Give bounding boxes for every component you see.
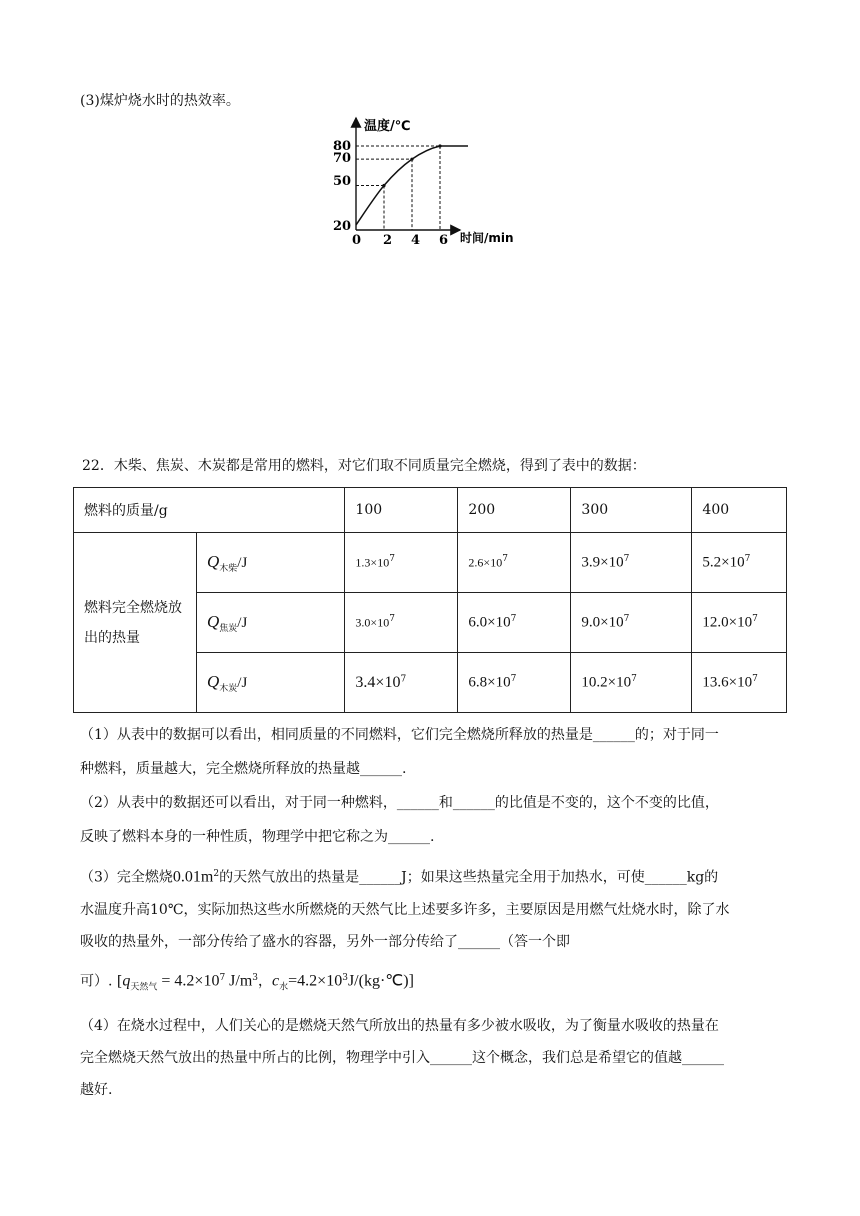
heat-value-cell: $3.4\times 10^7$ <box>345 653 458 713</box>
unit-label: /J <box>237 554 248 571</box>
exponent: 2 <box>213 869 220 879</box>
unit-label: /J <box>237 614 248 631</box>
data-point <box>410 158 413 161</box>
question-22-intro: 22．木柴、焦炭、木炭都是常用的燃料，对它们取不同质量完全燃烧，得到了表中的数据： <box>82 458 646 474</box>
exponent: 7 <box>752 673 758 684</box>
graph-y-label: 温度/℃ <box>364 119 411 134</box>
paragraph-line: （2）从表中的数据还可以看出，对于同一种燃料，______和______的比值是不变的，这个不变的比值， <box>80 795 719 811</box>
data-point <box>438 144 441 147</box>
heat-value-cell: $5.2\times 10^7$ <box>692 533 787 593</box>
c-symbol: c <box>272 972 280 990</box>
coefficient: 10.2 <box>581 674 608 691</box>
q-symbol: Q <box>207 551 220 571</box>
exponent: 7 <box>623 553 630 564</box>
paragraph-line: （4）在烧水过程中，人们关心的是燃烧天然气所放出的热量有多少被水吸收，为了衡量水吸收的热量在 <box>80 1018 719 1034</box>
paragraph-line <box>80 858 785 894</box>
y-tick-label: 50 <box>333 174 352 189</box>
data-point <box>382 184 385 187</box>
text-run: （3）完全燃烧 <box>80 869 173 886</box>
paragraph-line: （1）从表中的数据可以看出，相同质量的不同燃料，它们完全燃烧所释放的热量是______的；对于同一 <box>80 727 719 743</box>
paragraph-line: 吸收的热量外，一部分传给了盛水的容器，另外一部分传给了______（答一个即 <box>80 933 570 950</box>
heat-value-cell: $2.6\times 10^7$ <box>458 533 571 593</box>
specific-heat-value: =4.2×10 <box>288 972 343 990</box>
heat-value-cell: $3.9\times 10^7$ <box>571 533 692 593</box>
x-tick-label: 6 <box>439 233 449 247</box>
paragraph-line <box>80 962 785 1003</box>
unit-label: /J <box>237 674 248 691</box>
table-row-mass <box>74 488 787 533</box>
exponent: 7 <box>752 613 758 624</box>
mass-header-cell <box>74 488 345 533</box>
volume-value: 0.01m <box>172 868 214 886</box>
fuel-data-table <box>73 487 787 713</box>
heat-value-cell: $13.6\times 10^7$ <box>692 653 787 713</box>
x-tick-label: 0 <box>352 233 362 247</box>
graph-x-label: 时间/min <box>460 231 514 245</box>
sub-question-3 <box>80 858 785 1003</box>
coefficient: 1.3 <box>355 555 371 570</box>
exponent: 3 <box>252 972 259 983</box>
fuel-symbol-cell <box>197 533 345 593</box>
paragraph-line: 反映了燃料本身的一种性质，物理学中把它称之为______. <box>80 829 435 845</box>
exponent: 7 <box>623 613 630 624</box>
gas-subscript: 天然气 <box>130 982 158 993</box>
heat-value-cell: $3.0\times 10^7$ <box>345 593 458 653</box>
sub-question-2 <box>80 786 785 854</box>
coefficient: 3.9 <box>581 554 601 571</box>
coefficient: 9.0 <box>581 614 601 631</box>
water-subscript: 水 <box>279 982 289 993</box>
separator: ， <box>258 973 273 990</box>
coefficient: 6.0 <box>468 614 488 631</box>
heat-value-cell: $6.0\times 10^7$ <box>458 593 571 653</box>
exponent: 7 <box>502 554 508 565</box>
fuel-symbol-cell <box>197 593 345 653</box>
sub-question-4 <box>80 1010 785 1106</box>
coefficient: 12.0 <box>702 614 729 631</box>
exponent: 7 <box>389 554 395 565</box>
exponent: 7 <box>510 673 517 684</box>
exponent: 3 <box>342 972 348 983</box>
sub-question-1 <box>80 718 785 786</box>
question-3-text: (3)煤炉烧水时的热效率。 <box>80 93 240 109</box>
mass-cell: 300 <box>571 488 692 533</box>
fuel-symbol-cell <box>197 653 345 713</box>
exponent: 7 <box>631 673 637 684</box>
heat-value-cell: $9.0\times 10^7$ <box>571 593 692 653</box>
coefficient: 3.4 <box>355 673 376 691</box>
exponent: 7 <box>219 972 226 983</box>
y-tick-label: 80 <box>333 139 352 154</box>
heat-header-label: 燃料完全燃烧放出的热量 <box>84 599 182 646</box>
mass-header-label: 燃料的质量/g <box>84 503 168 519</box>
x-tick-label: 2 <box>383 233 393 247</box>
heat-value-cell: $6.8\times 10^7$ <box>458 653 571 713</box>
coefficient: 5.2 <box>702 554 722 571</box>
graph-axes <box>356 118 460 230</box>
text-run: 的天然气放出的热量是______J；如果这些热量完全用于加热水，可使______kg的 <box>219 869 719 886</box>
coefficient: 6.8 <box>468 674 488 691</box>
mass-cell: 100 <box>345 488 458 533</box>
mass-cell: 200 <box>458 488 571 533</box>
exponent: 7 <box>744 553 751 564</box>
q-symbol: Q <box>207 671 220 691</box>
paragraph-line: 水温度升高10℃，实际加热这些水所燃烧的天然气比上述要多许多，主要原因是用燃气灶烧水时，除了水 <box>80 901 730 918</box>
paragraph-line: 越好. <box>80 1082 113 1098</box>
paragraph-line: 完全燃烧天然气放出的热量中所占的比例，物理学中引入______这个概念，我们总是希望它的值越______ <box>80 1050 724 1066</box>
heat-value-cell: $10.2\times 10^7$ <box>571 653 692 713</box>
fuel-subscript: 焦炭 <box>219 623 238 634</box>
temperature-time-graph <box>330 112 530 247</box>
q-symbol: Q <box>207 611 220 631</box>
fuel-subscript: 木柴 <box>219 563 238 574</box>
paragraph-line: 种燃料，质量越大，完全燃烧所释放的热量越______. <box>80 761 407 777</box>
exponent: 7 <box>400 673 407 684</box>
heat-header-cell <box>74 533 197 713</box>
heat-value-cell: $12.0\times 10^7$ <box>692 593 787 653</box>
x-tick-label: 4 <box>411 233 421 247</box>
mass-cell: 400 <box>692 488 787 533</box>
fuel-subscript: 木炭 <box>219 683 238 694</box>
text-run: 可）. [ <box>80 973 123 990</box>
q-symbol: q <box>122 972 131 990</box>
exponent: 7 <box>510 613 517 624</box>
heat-value: = 4.2×10 <box>157 972 220 990</box>
graph-guide-lines <box>356 146 440 230</box>
coefficient: 2.6 <box>468 555 484 570</box>
exponent: 7 <box>389 614 395 625</box>
unit-label: J/(kg·℃)] <box>347 972 414 990</box>
unit-label: J/m <box>225 972 253 990</box>
y-tick-label: 20 <box>333 219 352 234</box>
heat-value-cell: $1.3\times 10^7$ <box>345 533 458 593</box>
table-row-wood <box>74 533 787 593</box>
coefficient: 3.0 <box>355 615 371 630</box>
y-tick-label: 70 <box>333 151 352 166</box>
coefficient: 13.6 <box>702 674 729 691</box>
